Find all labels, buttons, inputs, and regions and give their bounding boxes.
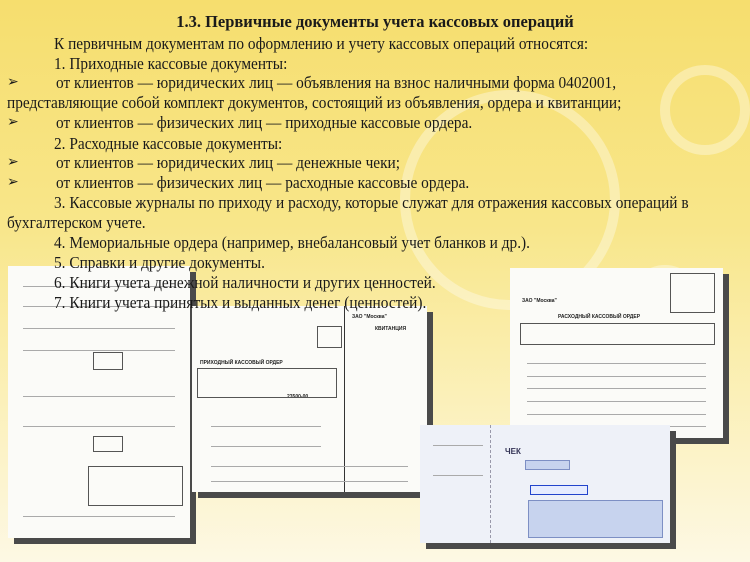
sum-label: 23500-00 — [287, 394, 309, 400]
cheque-label: ЧЕК — [505, 447, 521, 456]
item-2-bullet-2: от клиентов — физических лиц — расходные кассовые ордера. — [56, 173, 470, 192]
company-label: ЗАО "Москва" — [352, 314, 387, 320]
watermark-circle — [660, 65, 750, 155]
expense-order-label: РАСХОДНЫЙ КАССОВЫЙ ОРДЕР — [558, 314, 641, 320]
company-label: ЗАО "Москва" — [522, 298, 557, 304]
receipt-order-label: ПРИХОДНЫЙ КАССОВЫЙ ОРДЕР — [200, 360, 283, 366]
page-title: 1.3. Первичные документы учета кассовых операций — [176, 12, 574, 31]
intro-text: К первичным документам по оформлению и учету кассовых операций относятся: — [54, 34, 589, 53]
bullet-arrow-icon: ➢ — [7, 175, 19, 190]
item-7: 7. Книги учета принятых и выданных денег (ценностей). — [54, 293, 427, 312]
item-4: 4. Мемориальные ордера (например, внебалансовый учет бланков и др.). — [54, 233, 531, 252]
item-2: 2. Расходные кассовые документы: — [54, 134, 283, 153]
bullet-arrow-icon: ➢ — [7, 75, 19, 90]
item-6: 6. Книги учета денежной наличности и других ценностей. — [54, 273, 436, 292]
receipt-label: КВИТАНЦИЯ — [375, 326, 407, 332]
bullet-arrow-icon: ➢ — [7, 115, 19, 130]
item-3-cont: бухгалтерском учете. — [7, 213, 146, 232]
cheque-image — [420, 425, 670, 543]
item-1-bullet-2: от клиентов — физических лиц — приходные кассовые ордера. — [56, 113, 473, 132]
item-3: 3. Кассовые журналы по приходу и расходу, которые служат для отражения кассовых операций в — [54, 193, 689, 212]
item-1-bullet-1-cont: представляющие собой комплект документов, состоящий из объявления, ордера и квитанции; — [7, 93, 622, 112]
item-1-bullet-1: от клиентов — юридических лиц — объявления на взнос наличными форма 0402001, — [56, 73, 617, 92]
item-2-bullet-1: от клиентов — юридических лиц — денежные чеки; — [56, 153, 401, 172]
item-5: 5. Справки и другие документы. — [54, 253, 265, 272]
item-1: 1. Приходные кассовые документы: — [54, 54, 288, 73]
bullet-arrow-icon: ➢ — [7, 155, 19, 170]
receipt-order-form-image — [192, 306, 427, 492]
expense-order-form-image — [510, 268, 723, 438]
